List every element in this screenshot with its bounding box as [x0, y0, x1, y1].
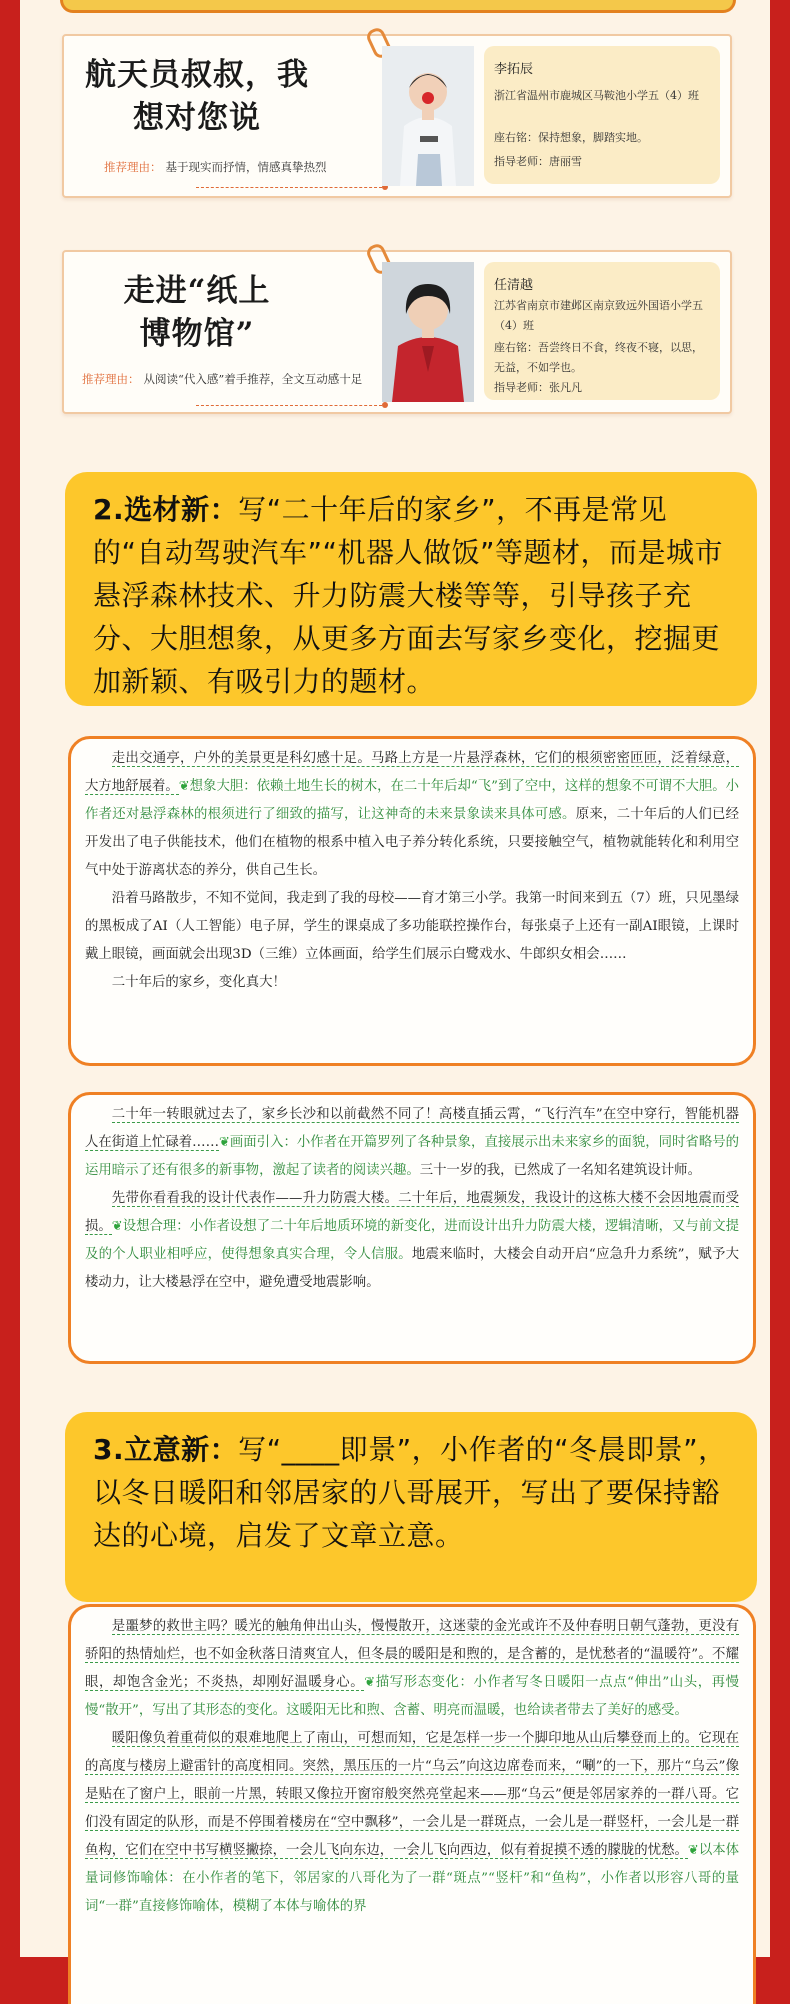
essay-excerpt-3 [68, 1604, 756, 2004]
annotation-text: 在小作者的笔下，邻居家的八哥化为了一群“斑点”“竖杆”和“鱼构”，小作者以形容八哥的量词“一群”直接修饰喻体，模糊了本体与喻体的界 [85, 1871, 740, 1914]
annotation-text: 依赖土地生长的树木，在二十年后却“飞”到了空中，这样的想象不可谓不大胆。小作者还对悬浮森林的根须进行了细致的描写，让这神奇的未来景象读来具体可感。 [85, 779, 740, 822]
annotation-label: 以本体量词修饰喻体： [85, 1843, 740, 1886]
essay-paragraph [85, 1101, 739, 1185]
essay-text: 原来，二十年后的人们已经开发出了电子供能技术，他们在植物的根系中植入电子养分转化系统，只要接触空气，植物就能转化和利用空气中处于游离状态的养分，供自己生长。 [85, 807, 740, 878]
student-info [484, 46, 720, 184]
essay-text: 暖阳像负着重荷似的艰难地爬上了南山，可想而知，它是怎样一步一个脚印地从山后攀登而上的。它现在的高度与楼房上避雷针的高度相同。突然，黑压压的一片“乌云”向这边席卷而来，“唰”的一下，那片“乌云”像是贴在了窗户上，眼前一片黑，转眼又像拉开窗帘般突然亮堂起来——那“乌云”便是邻居家养的一群八哥。它们没有固定的队形，而是不停围着楼房在“空中飘移”，一会儿是一群斑点，一会儿是一群竖杆，一会儿是一群鱼构，它们在空中书写横竖撇捺，一会儿飞向东边，一会儿飞向西边，似有着捉摸不透的朦胧的忧愁。 [85, 1731, 739, 1858]
essay-paragraph [85, 745, 739, 885]
section-2-heading [65, 472, 757, 706]
student-photo [382, 262, 474, 402]
student-name: 任清越 [494, 278, 534, 293]
essay-text: 三十一岁的我，已然成了一名知名建筑设计师。 [419, 1163, 701, 1178]
student-school: 江苏省南京市建邺区南京致远外国语小学五（4）班 [494, 299, 703, 332]
student-teacher: 指导老师：张凡凡 [494, 381, 582, 394]
annotation-text: 小作者在开篇罗列了各种景象，直接展示出未来家乡的面貌，同时省略号的运用暗示了还有很多的新事物，激起了读者的阅读兴趣。 [85, 1135, 740, 1178]
essay-excerpt-1 [68, 736, 756, 1066]
reason-text: 基于现实而抒情，情感真挚热烈 [165, 160, 327, 174]
annotation-label: 描写形态变化： [375, 1675, 474, 1690]
annotation-label: 设想合理： [122, 1219, 190, 1234]
reason-divider [196, 187, 382, 188]
essay-text: 地震来临时，大楼会自动开启“应急升力系统”，赋予大楼动力，让大楼悬浮在空中，避免遭受地震影响。 [85, 1247, 739, 1290]
essay-text: 走出交通亭，户外的美景更是科幻感十足。马路上方是一片悬浮森林，它们的根须密密匝匝，泛着绿意，大方地舒展着。 [85, 751, 739, 794]
page [20, 0, 770, 1957]
essay-excerpt-2 [68, 1092, 756, 1364]
leaf-icon: ❦ [218, 1135, 230, 1150]
annotation-label: 想象大胆： [189, 779, 257, 794]
section-3-text: 写“____即景”，小作者的“冬晨即景”，以冬日暖阳和邻居家的八哥展开，写出了要保持豁达的心境，启发了文章立意。 [93, 1433, 727, 1552]
leaf-icon: ❦ [687, 1843, 699, 1858]
annotation-text: 小作者设想了二十年后地质环境的新变化，进而设计出升力防震大楼，逻辑清晰，又与前文提及的个人职业相呼应，使得想象真实合理，令人信服。 [85, 1219, 740, 1262]
recommend-reason [104, 158, 384, 177]
essay-paragraph: 二十年后的家乡，变化真大！ [111, 975, 286, 990]
leaf-icon: ❦ [111, 1219, 123, 1234]
leaf-icon: ❦ [364, 1675, 376, 1690]
card-title-line: 航天员叔叔，我 [85, 57, 309, 93]
student-teacher: 指导老师：唐丽雪 [494, 155, 582, 168]
essay-paragraph [85, 1185, 739, 1297]
section-2-text: 写“二十年后的家乡”，不再是常见的“自动驾驶汽车”“机器人做饭”等题材，而是城市悬浮森林技术、升力防震大楼等等，引导孩子充分、大胆想象，从更多方面去写家乡变化，挖掘更加新颖、有吸引力的题材。 [93, 493, 724, 698]
essay-paragraph: 沿着马路散步，不知不觉间，我走到了我的母校——育才第三小学。我第一时间来到五（7）班，只见墨绿的黑板成了AI（人工智能）电子屏，学生的课桌成了多功能联控操作台，每张桌子上还有一副AI眼镜，上课时戴上眼镜，画面就会出现3D（三维）立体画面，给学生们展示白鹭戏水、牛郎织女相会…… [85, 891, 739, 962]
annotation-text: 小作者写冬日暖阳一点点“伸出”山头，再慢慢“散开”，写出了其形态的变化。这暖阳无比和煦、含蓄、明亮而温暖，也给读者带去了美好的感受。 [85, 1675, 740, 1718]
card-title [82, 270, 312, 356]
essay-text: 是噩梦的救世主吗？暖光的触角伸出山头，慢慢散开，这迷蒙的金光或许不及仲春明日朝气蓬勃，更没有骄阳的热情灿烂，也不如金秋落日清爽宜人，但冬晨的暖阳是和煦的，是含蓄的，是忧愁者的“温暖符”。不耀眼，却饱含金光；不炎热，却刚好温暖身心。 [85, 1619, 739, 1690]
student-info [484, 262, 720, 400]
annotation-label: 画面引入： [229, 1135, 297, 1150]
leaf-icon: ❦ [178, 779, 190, 794]
award-card-1 [62, 34, 732, 198]
student-school: 浙江省温州市鹿城区马鞍池小学五（4）班 [494, 89, 699, 102]
essay-paragraph [85, 1725, 739, 1921]
reason-text: 从阅读“代入感”着手推荐，全文互动感十足 [143, 372, 363, 386]
student-name: 李拓辰 [494, 62, 534, 77]
student-motto: 座右铭：保持想象，脚踏实地。 [494, 131, 648, 144]
reason-label: 推荐理由： [104, 160, 162, 174]
card-title-line: 走进“纸上 [123, 273, 271, 309]
essay-text: 先带你看看我的设计代表作——升力防震大楼。二十年后，地震频发，我设计的这栋大楼不会因地震而受损。 [85, 1191, 739, 1234]
card-title [82, 54, 312, 140]
essay-paragraph [85, 1613, 739, 1725]
section-3-label: 3.立意新： [93, 1433, 239, 1466]
top-ribbon [60, 0, 736, 13]
card-title-line: 想对您说 [133, 100, 261, 136]
student-motto: 座右铭：吾尝终日不食，终夜不寝，以思，无益，不如学也。 [494, 341, 703, 374]
reason-label: 推荐理由： [82, 372, 140, 386]
recommend-reason [82, 370, 382, 389]
section-3-heading [65, 1412, 757, 1602]
reason-divider-dot [382, 402, 388, 408]
award-card-2 [62, 250, 732, 414]
reason-divider [196, 405, 382, 406]
essay-text: 二十年一转眼就过去了，家乡长沙和以前截然不同了！高楼直插云霄，“飞行汽车”在空中穿行，智能机器人在街道上忙碌着…… [85, 1107, 739, 1150]
student-photo [382, 46, 474, 186]
card-title-line: 博物馆” [139, 316, 255, 352]
section-2-label: 2.选材新： [93, 493, 239, 526]
